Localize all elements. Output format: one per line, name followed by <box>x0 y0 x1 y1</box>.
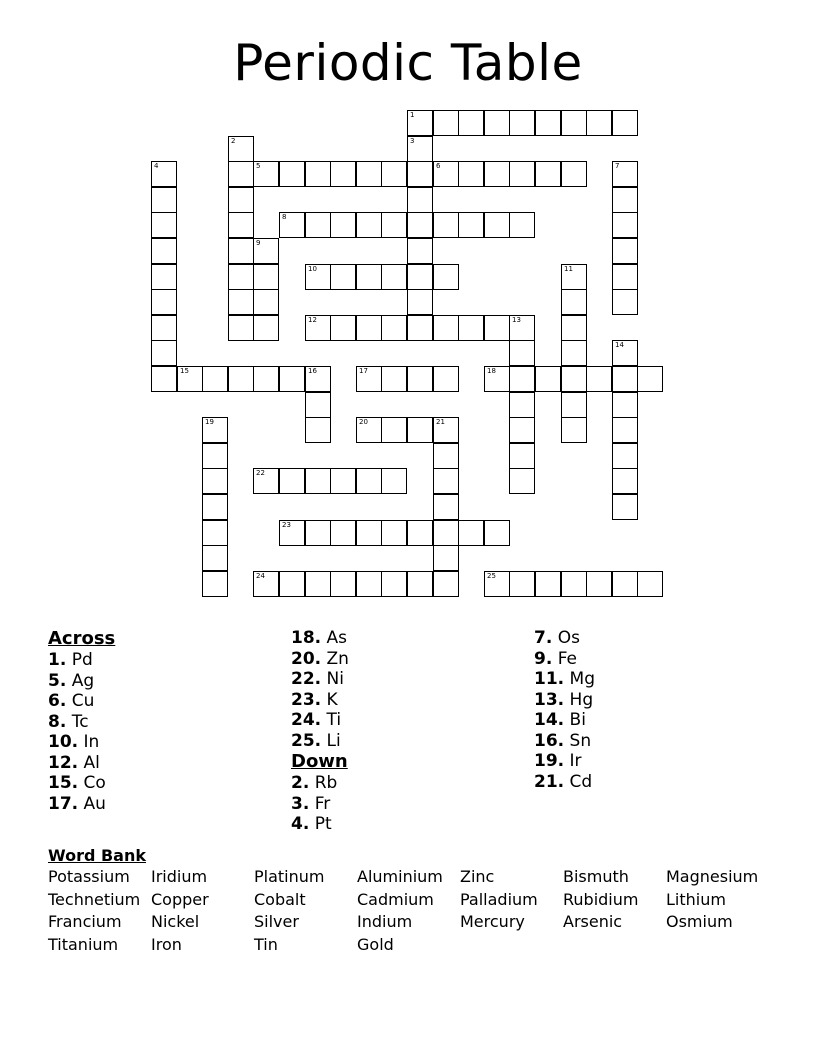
crossword-cell[interactable] <box>228 187 254 213</box>
word-bank-item: Bismuth <box>563 867 629 886</box>
clue-down: 11. Mg <box>534 669 595 689</box>
crossword-cell[interactable] <box>484 212 510 238</box>
crossword-cell[interactable] <box>253 315 279 341</box>
word-bank-item: Palladium <box>460 889 538 909</box>
word-bank-item: Tin <box>254 934 278 954</box>
crossword-cell[interactable] <box>561 315 587 341</box>
crossword-cell[interactable] <box>330 264 356 290</box>
crossword-cell[interactable] <box>509 315 535 341</box>
crossword-cell[interactable] <box>151 161 177 187</box>
crossword-cell[interactable] <box>279 161 305 187</box>
crossword-cell[interactable] <box>330 520 356 546</box>
crossword-cell[interactable] <box>612 366 638 392</box>
crossword-cell[interactable] <box>484 366 510 392</box>
crossword-cell[interactable] <box>151 264 177 290</box>
crossword-cell[interactable] <box>612 571 638 597</box>
crossword-cell[interactable] <box>381 161 407 187</box>
clue-number: 8 <box>282 213 287 221</box>
word-bank-grid <box>48 866 788 956</box>
crossword-cell[interactable] <box>356 161 382 187</box>
crossword-cell[interactable] <box>586 366 612 392</box>
word-bank-item: Arsenic <box>563 912 623 932</box>
word-bank-item: Cobalt <box>254 889 306 909</box>
crossword-cell[interactable] <box>612 417 638 443</box>
crossword-cell[interactable] <box>356 520 382 546</box>
crossword-cell[interactable] <box>407 417 433 443</box>
crossword-cell[interactable] <box>407 136 433 162</box>
crossword-cell[interactable] <box>279 212 305 238</box>
crossword-cell[interactable] <box>253 264 279 290</box>
clue-number: 9 <box>256 239 261 247</box>
crossword-cell[interactable] <box>356 264 382 290</box>
word-bank-item: Osmium <box>666 912 733 932</box>
crossword-cell[interactable] <box>381 212 407 238</box>
crossword-cell[interactable] <box>433 571 459 597</box>
crossword-cell[interactable] <box>458 520 484 546</box>
crossword-cell[interactable] <box>356 212 382 238</box>
clue-number: 13 <box>512 316 521 324</box>
word-bank-item: Magnesium <box>666 867 759 886</box>
crossword-cell[interactable] <box>612 340 638 366</box>
crossword-cell[interactable] <box>535 110 561 136</box>
word-bank-item: Iron <box>151 934 182 954</box>
crossword-cell[interactable] <box>228 161 254 187</box>
crossword-cell[interactable] <box>356 468 382 494</box>
crossword-cell[interactable] <box>202 494 228 520</box>
clue-across: 8. Tc <box>48 711 89 732</box>
word-bank-item: Platinum <box>254 867 325 886</box>
crossword-cell[interactable] <box>407 212 433 238</box>
crossword-cell[interactable] <box>433 468 459 494</box>
crossword-cell[interactable] <box>433 315 459 341</box>
crossword-cell[interactable] <box>279 366 305 392</box>
crossword-cell[interactable] <box>253 238 279 264</box>
clue-down: 3. Fr <box>291 793 331 814</box>
crossword-cell[interactable] <box>305 520 331 546</box>
crossword-cell[interactable] <box>228 212 254 238</box>
crossword-cell[interactable] <box>228 238 254 264</box>
crossword-cell[interactable] <box>202 417 228 443</box>
crossword-cell[interactable] <box>612 289 638 315</box>
clue-across: 23. K <box>291 689 338 710</box>
word-bank-item: Copper <box>151 889 209 909</box>
crossword-cell[interactable] <box>151 366 177 392</box>
crossword-cell[interactable] <box>279 468 305 494</box>
word-bank <box>48 845 788 956</box>
clue-across: 10. In <box>48 732 100 752</box>
crossword-cell[interactable] <box>356 366 382 392</box>
crossword-cell[interactable] <box>381 520 407 546</box>
clue-across: 25. Li <box>291 730 341 751</box>
down-heading: Down <box>291 751 348 772</box>
crossword-cell[interactable] <box>561 110 587 136</box>
crossword-cell[interactable] <box>202 443 228 469</box>
crossword-cell[interactable] <box>458 110 484 136</box>
word-bank-item: Titanium <box>48 934 119 954</box>
crossword-cell[interactable] <box>381 571 407 597</box>
crossword-cell[interactable] <box>509 392 535 418</box>
clue-column-1 <box>48 628 115 814</box>
clue-down: 9. Fe <box>534 648 578 669</box>
crossword-cell[interactable] <box>151 238 177 264</box>
crossword-cell[interactable] <box>535 571 561 597</box>
clue-column-3 <box>534 628 595 792</box>
clue-number: 16 <box>308 367 317 375</box>
crossword-cell[interactable] <box>458 161 484 187</box>
clue-across: 22. Ni <box>291 669 344 689</box>
crossword-cell[interactable] <box>253 161 279 187</box>
crossword-cell[interactable] <box>458 315 484 341</box>
crossword-cell[interactable] <box>407 289 433 315</box>
crossword-cell[interactable] <box>202 545 228 571</box>
clue-number: 6 <box>436 162 441 170</box>
crossword-cell[interactable] <box>484 161 510 187</box>
crossword-cell[interactable] <box>586 110 612 136</box>
crossword-cell[interactable] <box>305 417 331 443</box>
crossword-cell[interactable] <box>279 571 305 597</box>
clue-down: 7. Os <box>534 628 580 648</box>
crossword-cell[interactable] <box>151 187 177 213</box>
clue-number: 20 <box>359 418 368 426</box>
crossword-cell[interactable] <box>228 315 254 341</box>
word-bank-item: Gold <box>357 934 394 954</box>
crossword-cell[interactable] <box>535 366 561 392</box>
clue-number: 17 <box>359 367 368 375</box>
crossword-cell[interactable] <box>228 366 254 392</box>
clue-number: 12 <box>308 316 317 324</box>
crossword-cell[interactable] <box>381 264 407 290</box>
word-bank-item: Lithium <box>666 889 726 909</box>
crossword-cell[interactable] <box>433 212 459 238</box>
crossword-cell[interactable] <box>407 315 433 341</box>
crossword-cell[interactable] <box>253 366 279 392</box>
clue-number: 21 <box>436 418 445 426</box>
crossword-cell[interactable] <box>433 161 459 187</box>
clue-across: 18. As <box>291 628 348 648</box>
crossword-cell[interactable] <box>484 571 510 597</box>
clue-number: 7 <box>615 162 620 170</box>
crossword-cell[interactable] <box>202 520 228 546</box>
clue-across: 5. Ag <box>48 670 95 691</box>
word-bank-item: Rubidium <box>563 889 639 909</box>
crossword-cell[interactable] <box>637 571 663 597</box>
word-bank-item: Iridium <box>151 867 208 886</box>
crossword-cell[interactable] <box>253 571 279 597</box>
clue-down: 4. Pt <box>291 814 332 834</box>
crossword-cell[interactable] <box>561 392 587 418</box>
clue-across: 15. Co <box>48 773 106 793</box>
crossword-cell[interactable] <box>612 238 638 264</box>
crossword-cell[interactable] <box>151 212 177 238</box>
crossword-cell[interactable] <box>458 212 484 238</box>
crossword-cell[interactable] <box>305 392 331 418</box>
crossword-cell[interactable] <box>330 571 356 597</box>
clue-number: 24 <box>256 572 265 580</box>
clue-down: 2. Rb <box>291 773 338 793</box>
crossword-cell[interactable] <box>253 468 279 494</box>
crossword-cell[interactable] <box>509 110 535 136</box>
crossword-cell[interactable] <box>433 417 459 443</box>
clue-number: 22 <box>256 469 265 477</box>
word-bank-item: Potassium <box>48 867 130 886</box>
clue-number: 25 <box>487 572 496 580</box>
crossword-cell[interactable] <box>330 315 356 341</box>
crossword-cell[interactable] <box>433 366 459 392</box>
crossword-cell[interactable] <box>407 187 433 213</box>
crossword-cell[interactable] <box>433 545 459 571</box>
clue-across: 1. Pd <box>48 650 93 670</box>
clue-number: 3 <box>410 137 415 145</box>
crossword-cell[interactable] <box>612 161 638 187</box>
word-bank-item: Zinc <box>460 867 495 886</box>
crossword-cell[interactable] <box>381 417 407 443</box>
crossword-cell[interactable] <box>305 571 331 597</box>
crossword-cell[interactable] <box>407 571 433 597</box>
crossword-cell[interactable] <box>561 417 587 443</box>
crossword-cell[interactable] <box>305 468 331 494</box>
crossword-cell[interactable] <box>305 366 331 392</box>
crossword-cell[interactable] <box>509 571 535 597</box>
crossword-cell[interactable] <box>509 212 535 238</box>
crossword-cell[interactable] <box>381 315 407 341</box>
crossword-cell[interactable] <box>381 468 407 494</box>
crossword-cell[interactable] <box>202 366 228 392</box>
crossword-cell[interactable] <box>151 340 177 366</box>
crossword-cell[interactable] <box>407 264 433 290</box>
crossword-cell[interactable] <box>202 468 228 494</box>
crossword-cell[interactable] <box>484 520 510 546</box>
crossword-cell[interactable] <box>433 264 459 290</box>
word-bank-item: Aluminium <box>357 867 443 886</box>
crossword-cell[interactable] <box>612 392 638 418</box>
crossword-cell[interactable] <box>433 520 459 546</box>
crossword-cell[interactable] <box>407 238 433 264</box>
crossword-cell[interactable] <box>509 161 535 187</box>
crossword-cell[interactable] <box>484 315 510 341</box>
crossword-cell[interactable] <box>177 366 203 392</box>
word-bank-item: Cadmium <box>357 889 434 909</box>
crossword-cell[interactable] <box>612 443 638 469</box>
word-bank-item: Indium <box>357 912 413 932</box>
crossword-cell[interactable] <box>305 212 331 238</box>
crossword-cell[interactable] <box>356 417 382 443</box>
word-bank-item: Francium <box>48 912 122 932</box>
clue-across: 24. Ti <box>291 710 342 730</box>
crossword-cell[interactable] <box>561 161 587 187</box>
crossword-cell[interactable] <box>484 110 510 136</box>
clue-down: 14. Bi <box>534 710 586 730</box>
crossword-cell[interactable] <box>202 571 228 597</box>
clue-number: 4 <box>154 162 159 170</box>
clue-number: 18 <box>487 367 496 375</box>
crossword-cell[interactable] <box>509 366 535 392</box>
crossword-cell[interactable] <box>253 289 279 315</box>
clue-number: 5 <box>256 162 261 170</box>
clue-across: 20. Zn <box>291 648 349 669</box>
clue-down: 16. Sn <box>534 730 592 751</box>
crossword-cell[interactable] <box>612 212 638 238</box>
crossword-cell[interactable] <box>612 110 638 136</box>
crossword-cell[interactable] <box>407 110 433 136</box>
clue-number: 15 <box>180 367 189 375</box>
crossword-cell[interactable] <box>228 136 254 162</box>
crossword-cell[interactable] <box>151 315 177 341</box>
clue-number: 11 <box>564 265 573 273</box>
crossword-cell[interactable] <box>535 161 561 187</box>
crossword-cell[interactable] <box>433 443 459 469</box>
crossword-cell[interactable] <box>356 571 382 597</box>
crossword-cell[interactable] <box>637 366 663 392</box>
crossword-cell[interactable] <box>407 366 433 392</box>
page-title: Periodic Table <box>233 34 583 92</box>
crossword-cell[interactable] <box>330 161 356 187</box>
crossword-cell[interactable] <box>228 264 254 290</box>
crossword-cell[interactable] <box>612 494 638 520</box>
crossword-cell[interactable] <box>561 366 587 392</box>
crossword-cell[interactable] <box>305 264 331 290</box>
clue-down: 21. Cd <box>534 771 593 792</box>
clue-across: 17. Au <box>48 793 106 814</box>
word-bank-item: Technetium <box>48 889 141 909</box>
crossword-cell[interactable] <box>612 187 638 213</box>
crossword-cell[interactable] <box>330 468 356 494</box>
crossword-cell[interactable] <box>509 468 535 494</box>
clue-down: 19. Ir <box>534 751 582 771</box>
crossword-cell[interactable] <box>612 264 638 290</box>
crossword-cell[interactable] <box>356 315 382 341</box>
crossword-cell[interactable] <box>509 340 535 366</box>
crossword-cell[interactable] <box>509 417 535 443</box>
crossword-cell[interactable] <box>433 110 459 136</box>
crossword-cell[interactable] <box>330 212 356 238</box>
clue-column-2 <box>291 628 349 835</box>
clue-number: 1 <box>410 111 415 119</box>
crossword-cell[interactable] <box>612 468 638 494</box>
crossword-cell[interactable] <box>305 161 331 187</box>
across-heading: Across <box>48 628 116 649</box>
clue-down: 13. Hg <box>534 689 594 710</box>
crossword-cell[interactable] <box>561 264 587 290</box>
crossword-cell[interactable] <box>561 571 587 597</box>
clue-number: 14 <box>615 341 624 349</box>
crossword-cell[interactable] <box>561 340 587 366</box>
word-bank-title: Word Bank <box>48 846 147 865</box>
crossword-cell[interactable] <box>381 366 407 392</box>
word-bank-item: Silver <box>254 912 299 932</box>
crossword-cell[interactable] <box>586 571 612 597</box>
crossword-cell[interactable] <box>433 494 459 520</box>
clue-number: 23 <box>282 521 291 529</box>
crossword-cell[interactable] <box>151 289 177 315</box>
word-bank-item: Mercury <box>460 912 525 932</box>
clue-across: 6. Cu <box>48 691 95 711</box>
clue-number: 10 <box>308 265 317 273</box>
word-bank-item: Nickel <box>151 912 200 932</box>
clue-across: 12. Al <box>48 752 100 773</box>
crossword-cell[interactable] <box>407 520 433 546</box>
crossword-cell[interactable] <box>305 315 331 341</box>
clue-number: 2 <box>231 137 236 145</box>
crossword-cell[interactable] <box>228 289 254 315</box>
clue-number: 19 <box>205 418 214 426</box>
crossword-cell[interactable] <box>509 443 535 469</box>
crossword-cell[interactable] <box>561 289 587 315</box>
crossword-cell[interactable] <box>407 161 433 187</box>
crossword-cell[interactable] <box>279 520 305 546</box>
